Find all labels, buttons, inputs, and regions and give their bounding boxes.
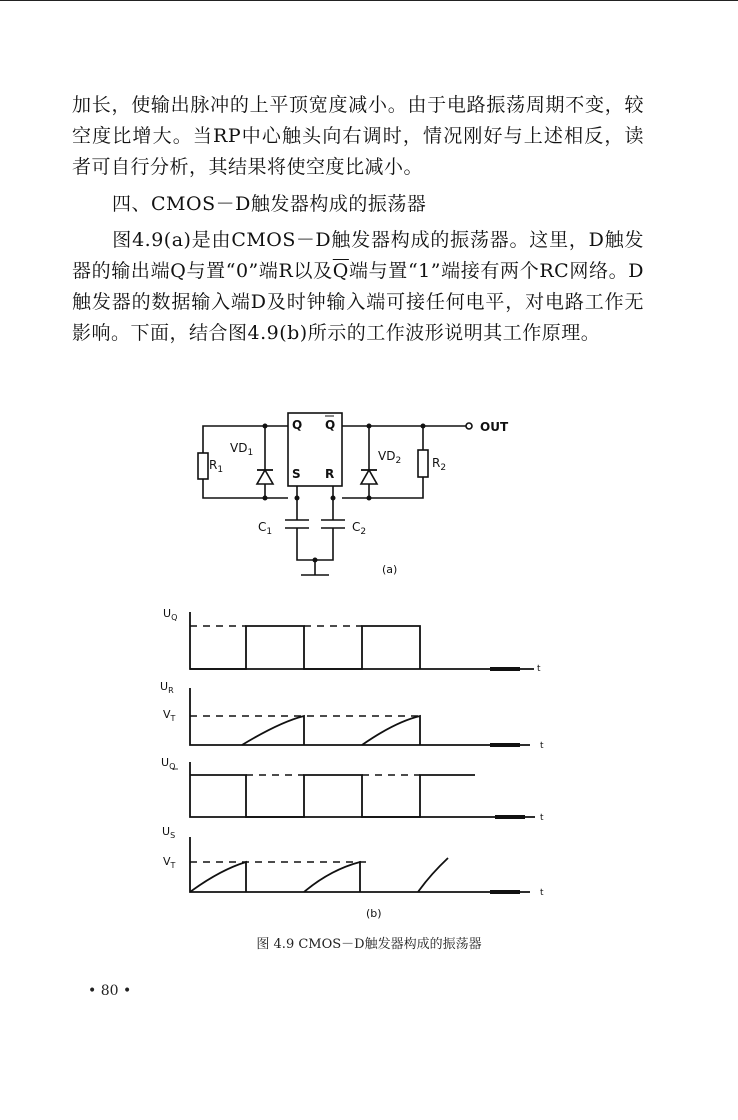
svg-text:UQ: $U_Q$	[163, 607, 178, 622]
trace-ur	[242, 716, 420, 745]
label-q-right: Q	[325, 418, 336, 432]
trace-uqbar	[190, 775, 475, 817]
axis-uq	[190, 612, 534, 669]
paragraph-continued: 加长，使输出脉冲的上平顶宽度减小。由于电路振荡周期不变，较空度比增大。当RP中心触头向右调时，情况刚好与上述相反，读者可自行分析，其结果将使空度比减小。	[72, 94, 644, 178]
label-s: S	[292, 467, 301, 481]
figure-caption: 图 4.9 CMOS－D触发器构成的振荡器	[256, 937, 482, 952]
label-vt2: V	[163, 855, 171, 868]
trace-us	[190, 858, 448, 892]
paragraph-figure-description: 图4.9(a)是由CMOS－D触发器构成的振荡器。这里，D触发器的输出端Q与置“0”端R以及$\overline{Q}$端与置“1”端接有两个RC网络。D触发器的数据输入端D及时钟输入端可接任何电平，对电路工作无影响。下面，结合图4.9(b)所示的工作波形说明其工作原理。	[72, 229, 645, 344]
label-a: (a)	[382, 563, 398, 576]
diode-vd1	[257, 470, 273, 484]
resistor-r2	[418, 450, 428, 477]
svg-text:R2: $R_2$	[432, 456, 447, 473]
label-out: OUT	[480, 420, 509, 434]
svg-text:VD1: $VD_1$	[230, 441, 254, 458]
label-us: U	[162, 825, 171, 838]
label-vd1: VD	[230, 441, 248, 455]
label-uqbar: U	[161, 756, 170, 769]
label-b: (b)	[366, 907, 382, 920]
label-r: R	[325, 467, 335, 481]
page-number: • 80 •	[88, 983, 132, 999]
t-label-4: t	[540, 888, 544, 898]
d-flipflop-box	[288, 413, 342, 486]
section-heading: 四、CMOS－D触发器构成的振荡器	[112, 193, 427, 215]
diode-vd2	[361, 470, 377, 484]
axis-ur	[190, 688, 530, 745]
svg-text:C2: $C_2$	[352, 520, 367, 537]
svg-text:UQ: $U_Q$	[161, 756, 176, 771]
svg-text:C1: $C_1$	[258, 520, 273, 537]
trace-uq	[190, 626, 420, 669]
axis-us	[190, 837, 530, 892]
q-bar-symbol: $\overline{Q}$	[332, 260, 349, 282]
t-label-1: t	[537, 664, 541, 674]
capacitor-c1	[285, 520, 309, 528]
svg-text:R1: $R_1$	[209, 458, 224, 475]
svg-text:US: $U_S$	[162, 825, 176, 840]
svg-text:VD2: $VD_2$	[378, 449, 402, 466]
label-vd2: VD	[378, 449, 396, 463]
label-uq: U	[163, 607, 172, 620]
label-q-left: Q	[292, 418, 303, 432]
capacitor-c2	[321, 520, 345, 528]
label-ur: U	[160, 680, 169, 693]
left-wire-bottom	[203, 479, 288, 498]
right-wire-bottom	[342, 477, 423, 498]
label-c1: C	[258, 520, 267, 534]
resistor-r1	[198, 453, 208, 479]
svg-text:VT: $V_T$	[163, 855, 176, 870]
axis-uqbar	[190, 762, 535, 817]
svg-text:UR: $U_R$	[160, 680, 174, 695]
cap-bottom-wire	[297, 528, 333, 560]
label-r2: R	[432, 456, 441, 470]
top-rule	[0, 0, 738, 1]
label-vt1: V	[163, 708, 171, 721]
label-c2: C	[352, 520, 361, 534]
svg-text:VT: $V_T$	[163, 708, 176, 723]
out-terminal	[466, 423, 472, 429]
left-wire-top	[203, 426, 288, 453]
label-r1: R	[209, 458, 218, 472]
t-label-2: t	[540, 741, 544, 751]
t-label-3: t	[540, 813, 544, 823]
